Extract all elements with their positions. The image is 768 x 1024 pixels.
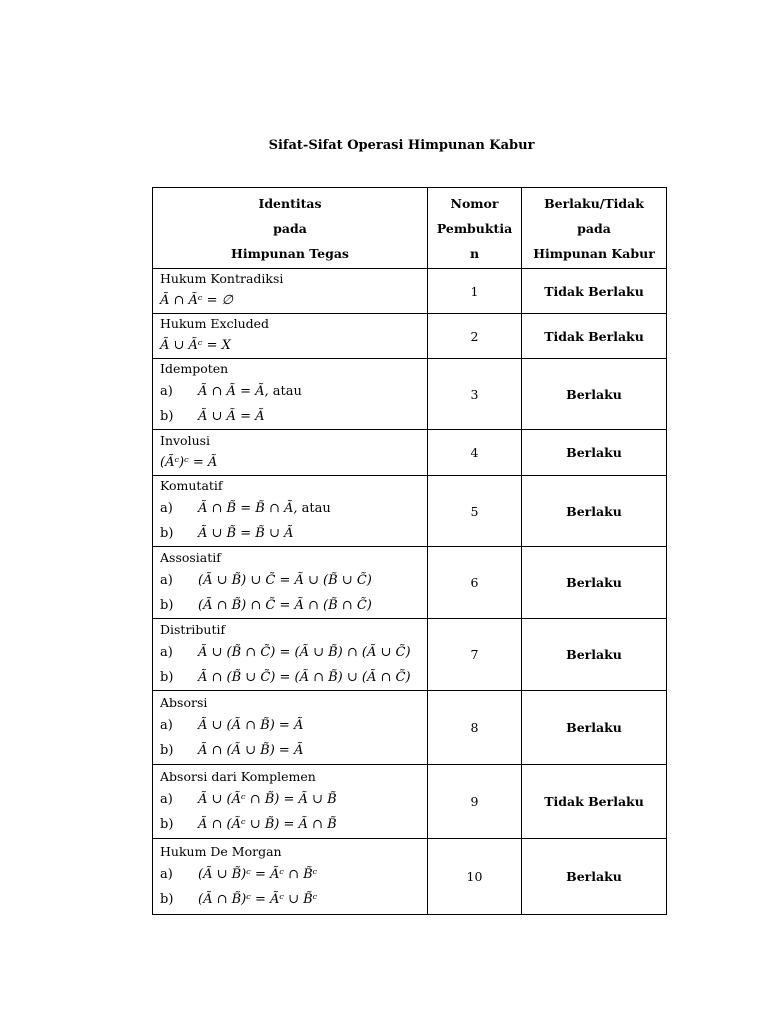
formula-suffix: atau	[297, 501, 331, 516]
formula-line-b	[160, 404, 427, 429]
formula-line-b	[160, 665, 427, 690]
formula: Ã ∪ Ãᶜ = X	[160, 338, 231, 353]
validity-status: Berlaku	[522, 359, 667, 430]
proof-number: 3	[428, 359, 522, 430]
formula-line-a	[160, 568, 427, 593]
table-row	[153, 839, 667, 915]
header-identitas: Identitas pada Himpunan Tegas	[153, 188, 428, 269]
proof-number: 6	[428, 547, 522, 619]
formula-label: b)	[160, 669, 174, 685]
proof-number: 1	[428, 269, 522, 314]
proof-number: 4	[428, 430, 522, 476]
property-cell	[153, 269, 428, 314]
proof-number: 8	[428, 691, 522, 765]
property-cell	[153, 765, 428, 839]
formula-label: a)	[160, 384, 173, 399]
property-name: Idempoten	[160, 361, 229, 376]
formula-label: a)	[160, 791, 173, 807]
formula-line-a	[160, 787, 427, 812]
property-name: Assosiatif	[160, 549, 221, 565]
formula-label: a)	[160, 572, 173, 588]
property-cell	[153, 314, 428, 359]
formula-label: b)	[160, 526, 174, 541]
formula-label: b)	[160, 816, 174, 832]
table-header-row	[153, 188, 667, 269]
validity-status: Berlaku	[522, 619, 667, 691]
table-row	[153, 619, 667, 691]
formula: Ã ∩ (Ã ∪ B̃) = Ã	[198, 742, 304, 758]
property-cell	[153, 839, 428, 915]
formula: Ã ∩ (Ãᶜ ∪ B̃) = Ã ∩ B̃	[198, 816, 337, 832]
formula: (Ã ∪ B̃)ᶜ = Ãᶜ ∩ B̃ᶜ	[198, 866, 318, 882]
table-row	[153, 765, 667, 839]
property-name: Komutatif	[160, 478, 223, 493]
formula-line-a	[160, 640, 427, 665]
table-row	[153, 314, 667, 359]
formula-label: a)	[160, 644, 173, 660]
proof-number: 9	[428, 765, 522, 839]
property-cell	[153, 476, 428, 547]
formula-line-a	[160, 379, 427, 404]
formula-line-b	[160, 593, 427, 618]
formula-line-a	[160, 862, 427, 887]
formula: (Ã ∩ B̃) ∩ C̃ = Ã ∩ (B̃ ∩ C̃)	[198, 597, 372, 613]
formula-suffix: atau	[268, 384, 302, 399]
property-cell	[153, 547, 428, 619]
page-title: Sifat-Sifat Operasi Himpunan Kabur	[268, 138, 535, 153]
header-nomor: Nomor Pembuktia n	[428, 188, 522, 269]
formula-label: a)	[160, 717, 173, 733]
property-cell	[153, 619, 428, 691]
formula-label: b)	[160, 742, 174, 758]
formula: Ã ∪ (Ã ∩ B̃) = Ã	[198, 717, 304, 733]
property-cell	[153, 359, 428, 430]
properties-table	[152, 187, 667, 915]
table-row	[153, 691, 667, 765]
validity-status: Berlaku	[522, 430, 667, 476]
formula: Ã ∩ B̃ = B̃ ∩ Ã,	[198, 501, 298, 516]
property-cell	[153, 691, 428, 765]
table-row	[153, 269, 667, 314]
property-name: Hukum Excluded	[160, 316, 270, 331]
formula: Ã ∪ (Ãᶜ ∩ B̃) = Ã ∪ B̃	[198, 791, 337, 807]
property-name: Hukum De Morgan	[160, 843, 282, 859]
formula: Ã ∪ Ã = Ã	[198, 409, 265, 424]
formula-line-b	[160, 521, 427, 546]
table-row	[153, 476, 667, 547]
formula-label: a)	[160, 501, 173, 516]
validity-status: Berlaku	[522, 691, 667, 765]
validity-status: Tidak Berlaku	[522, 269, 667, 314]
formula: (Ãᶜ)ᶜ = Ã	[160, 454, 218, 470]
proof-number: 5	[428, 476, 522, 547]
formula: (Ã ∩ B̃)ᶜ = Ãᶜ ∪ B̃ᶜ	[198, 891, 318, 907]
table-row	[153, 430, 667, 476]
validity-status: Berlaku	[522, 839, 667, 915]
formula: (Ã ∪ B̃) ∪ C̃ = Ã ∪ (B̃ ∪ C̃)	[198, 572, 372, 588]
formula-label: b)	[160, 891, 174, 907]
proof-number: 2	[428, 314, 522, 359]
formula-label: b)	[160, 597, 174, 613]
property-name: Involusi	[160, 432, 211, 448]
formula-line-a	[160, 496, 427, 521]
table-row	[153, 359, 667, 430]
property-name: Hukum Kontradiksi	[160, 271, 284, 286]
formula: Ã ∪ B̃ = B̃ ∪ Ã	[198, 526, 294, 541]
table-row	[153, 547, 667, 619]
formula-line-b	[160, 887, 427, 912]
formula: Ã ∪ (B̃ ∩ C̃) = (Ã ∪ B̃) ∩ (Ã ∪ C̃)	[198, 644, 411, 660]
validity-status: Berlaku	[522, 476, 667, 547]
property-cell	[153, 430, 428, 476]
formula-label: a)	[160, 866, 173, 882]
formula: Ã ∩ Ã = Ã,	[198, 384, 269, 399]
validity-status: Tidak Berlaku	[522, 314, 667, 359]
formula-line-a	[160, 713, 427, 738]
validity-status: Berlaku	[522, 547, 667, 619]
validity-status: Tidak Berlaku	[522, 765, 667, 839]
property-name: Distributif	[160, 621, 226, 637]
proof-number: 7	[428, 619, 522, 691]
formula-line-b	[160, 738, 427, 763]
formula-line-b	[160, 812, 427, 837]
formula-label: b)	[160, 409, 174, 424]
property-name: Absorsi	[160, 694, 208, 710]
proof-number: 10	[428, 839, 522, 915]
header-berlaku: Berlaku/Tidak pada Himpunan Kabur	[522, 188, 667, 269]
formula: Ã ∩ (B̃ ∪ C̃) = (Ã ∩ B̃) ∪ (Ã ∩ C̃)	[198, 669, 411, 685]
formula: Ã ∩ Ãᶜ = ∅	[160, 293, 233, 308]
property-name: Absorsi dari Komplemen	[160, 768, 316, 784]
